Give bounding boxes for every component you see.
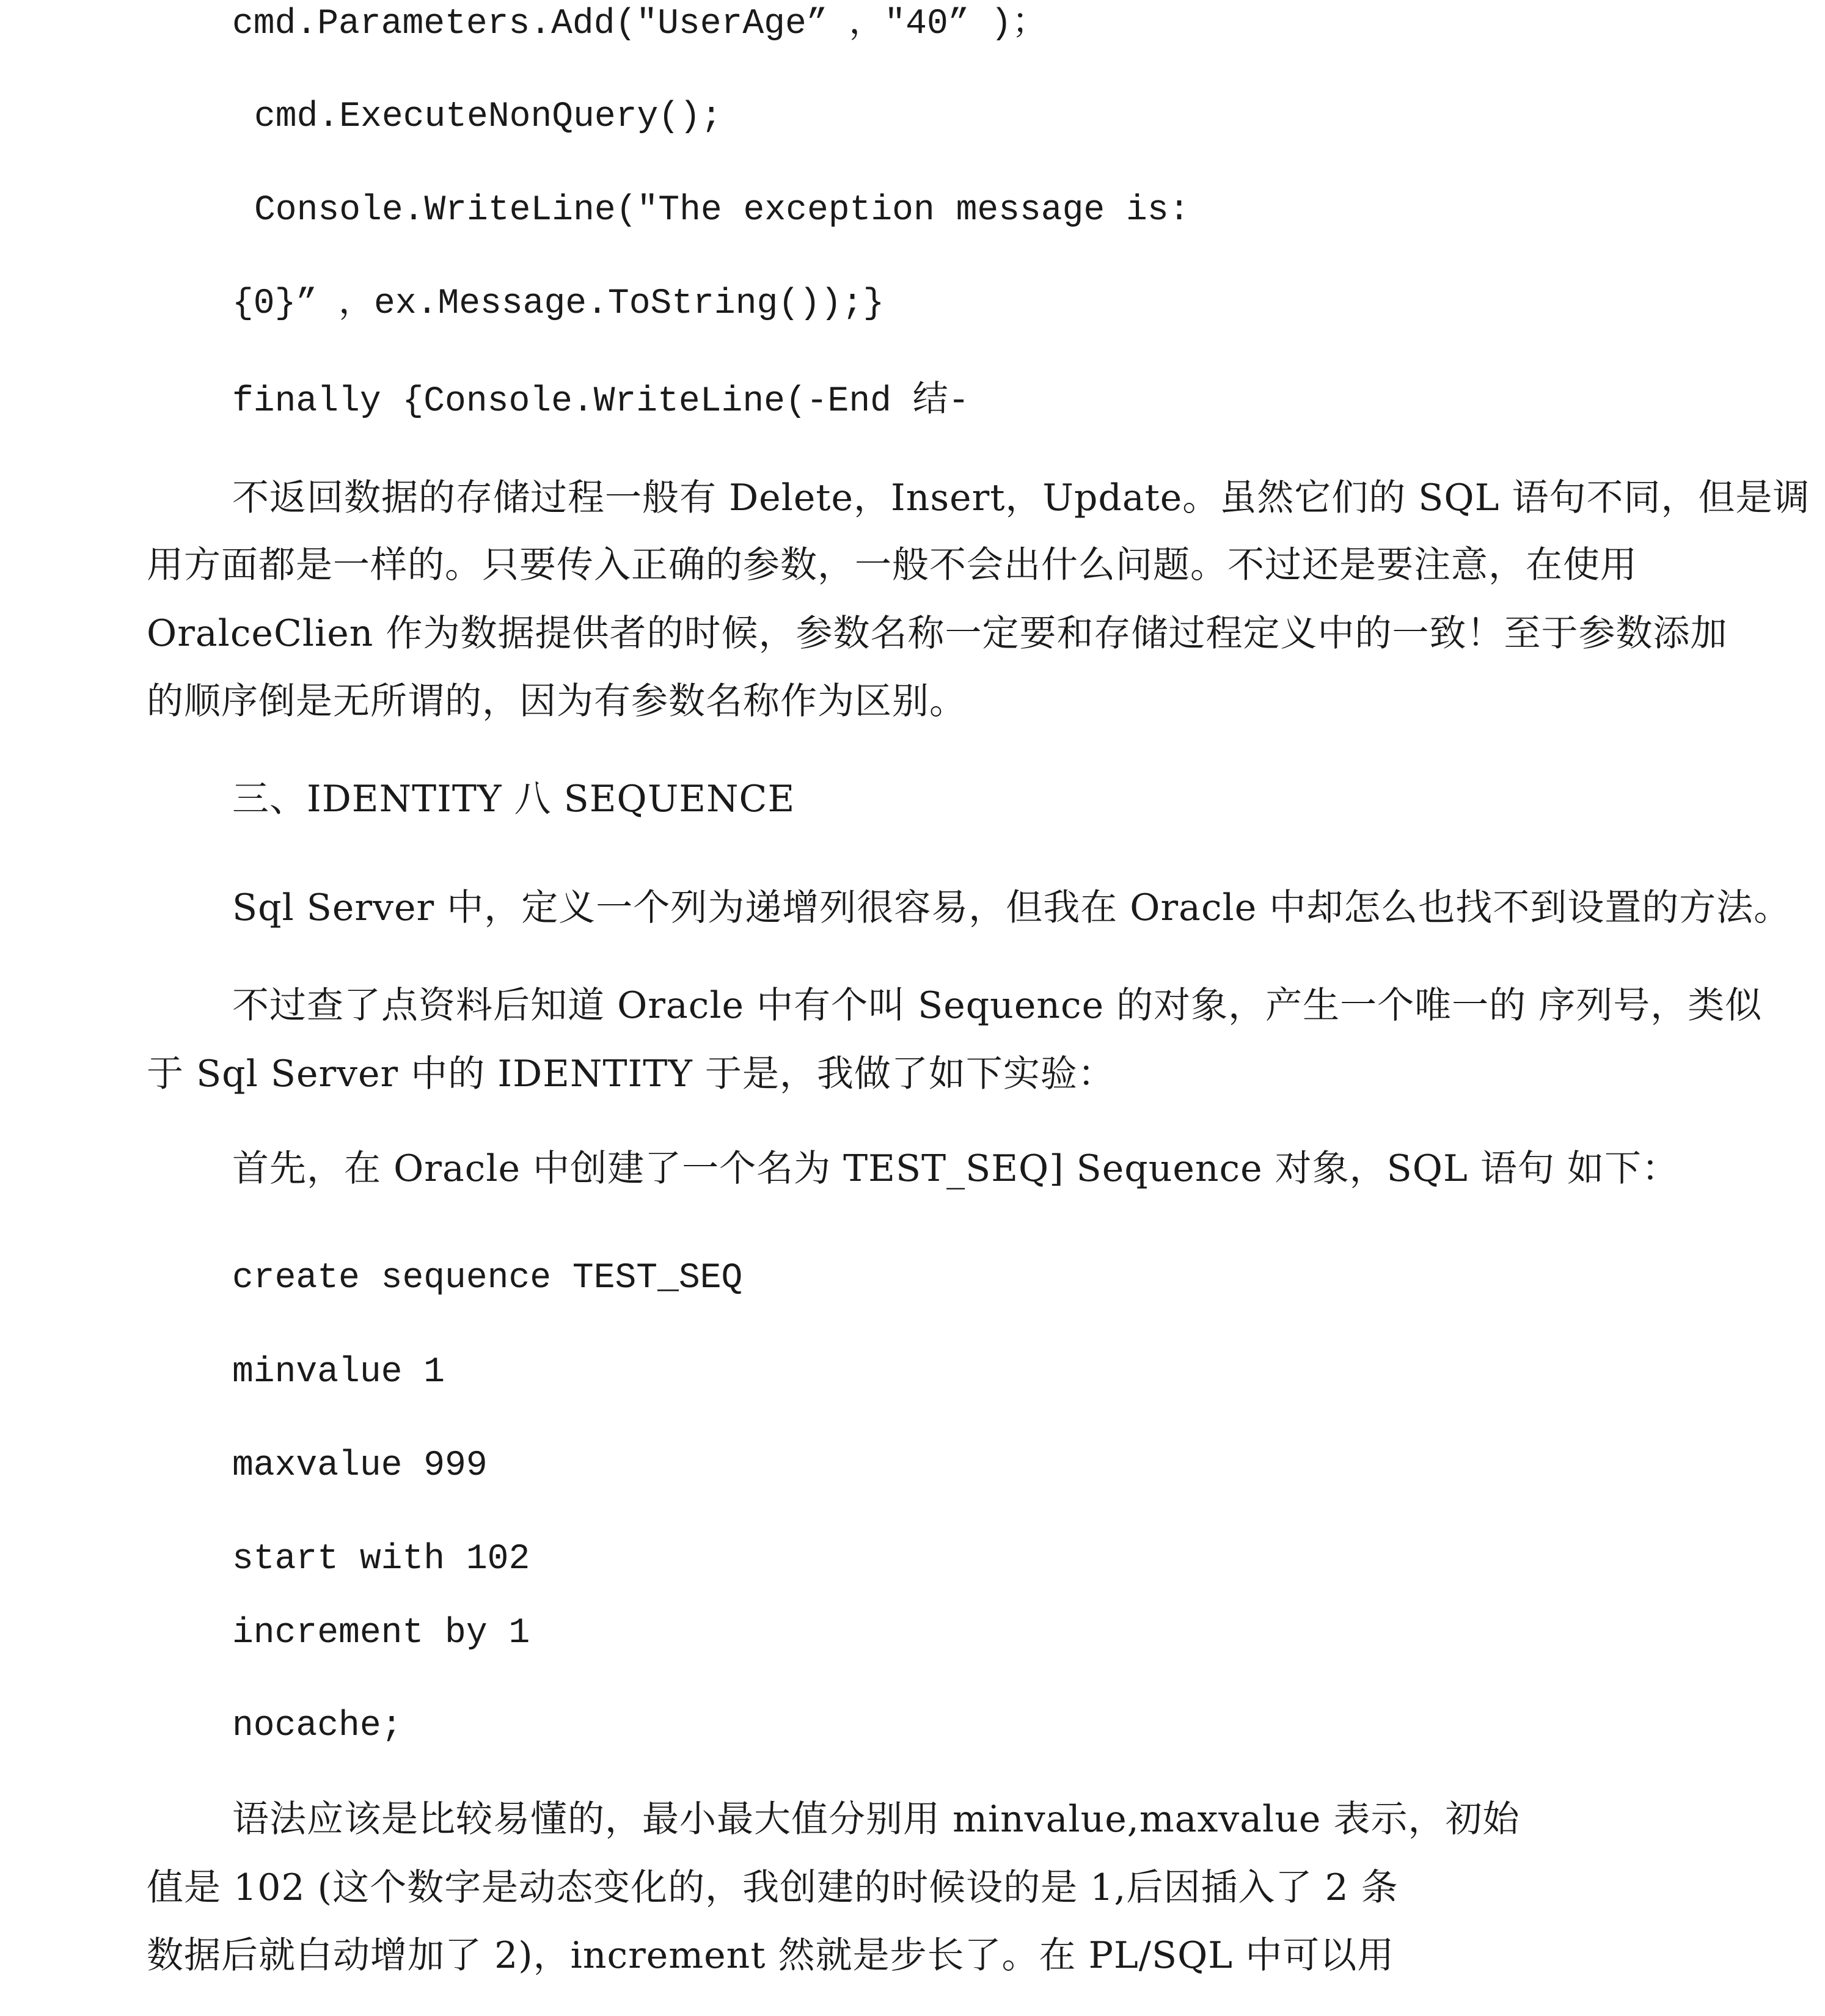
paragraph-line: 数据后就白动增加了 2)，increment 然就是步长了。在 PL/SQL 中可以用 <box>147 1934 1395 1977</box>
code-line-nocache: nocache; <box>232 1706 403 1746</box>
code-line-minvalue: minvalue 1 <box>232 1353 445 1392</box>
paragraph-line: OralceClien 作为数据提供者的时候，参数名称一定要和存储过程定义中的一致！至于参数添加 <box>147 612 1728 655</box>
paragraph-line: 不返回数据的存储过程一般有 Delete，Insert，Update。虽然它们的 SQL 语句不同，但是调 <box>232 477 1810 519</box>
code-line-create-sequence: create sequence TEST_SEQ <box>232 1258 743 1298</box>
code-line-increment-by: increment by 1 <box>232 1613 530 1653</box>
code-line-start-with: start with 102 <box>232 1539 530 1579</box>
code-line-finally: finally {Console.WriteLine(-End 结- <box>232 382 970 422</box>
paragraph-line: 于 Sql Server 中的 IDENTITY 于是，我做了如下实验： <box>147 1053 1115 1095</box>
paragraph-line: Sql Server 中，定义一个列为递增列很容易，但我在 Oracle 中却怎么也找不到设置的方法。 <box>232 886 1791 929</box>
paragraph-line: 值是 102 (这个数字是动态变化的，我创建的时候设的是 1,后因插入了 2 条 <box>147 1866 1399 1909</box>
code-line-execute-nonquery: cmd.ExecuteNonQuery(); <box>254 97 722 137</box>
code-line-parameters-add: cmd.Parameters.Add("UserAge” ，"40” )； <box>232 4 1048 44</box>
section-heading: 三、IDENTITY 八 SEQUENCE <box>232 778 795 820</box>
code-line-console-writeline: Console.WriteLine("The exception message is: <box>254 191 1190 230</box>
paragraph-line: 用方面都是一样的。只要传入正确的参数，一般不会出什么问题。不过还是要注意，在使用 <box>147 544 1637 586</box>
code-line-exception-message: {0}” ，ex.Message.ToString());} <box>232 284 885 324</box>
paragraph-line: 语法应该是比较易懂的，最小最大值分别用 minvalue,maxvalue 表示，初始 <box>232 1798 1520 1841</box>
paragraph-line: 的顺序倒是无所谓的，因为有参数名称作为区别。 <box>147 680 967 723</box>
paragraph-line: 首先，在 Oracle 中创建了一个名为 TEST_SEQ] Sequence 对象，SQL 语句 如下： <box>232 1147 1679 1190</box>
code-line-maxvalue: maxvalue 999 <box>232 1446 488 1486</box>
paragraph-line: 不过查了点资料后知道 Oracle 中有个叫 Sequence 的对象，产生一个唯一的 序列号，类似 <box>232 984 1763 1027</box>
